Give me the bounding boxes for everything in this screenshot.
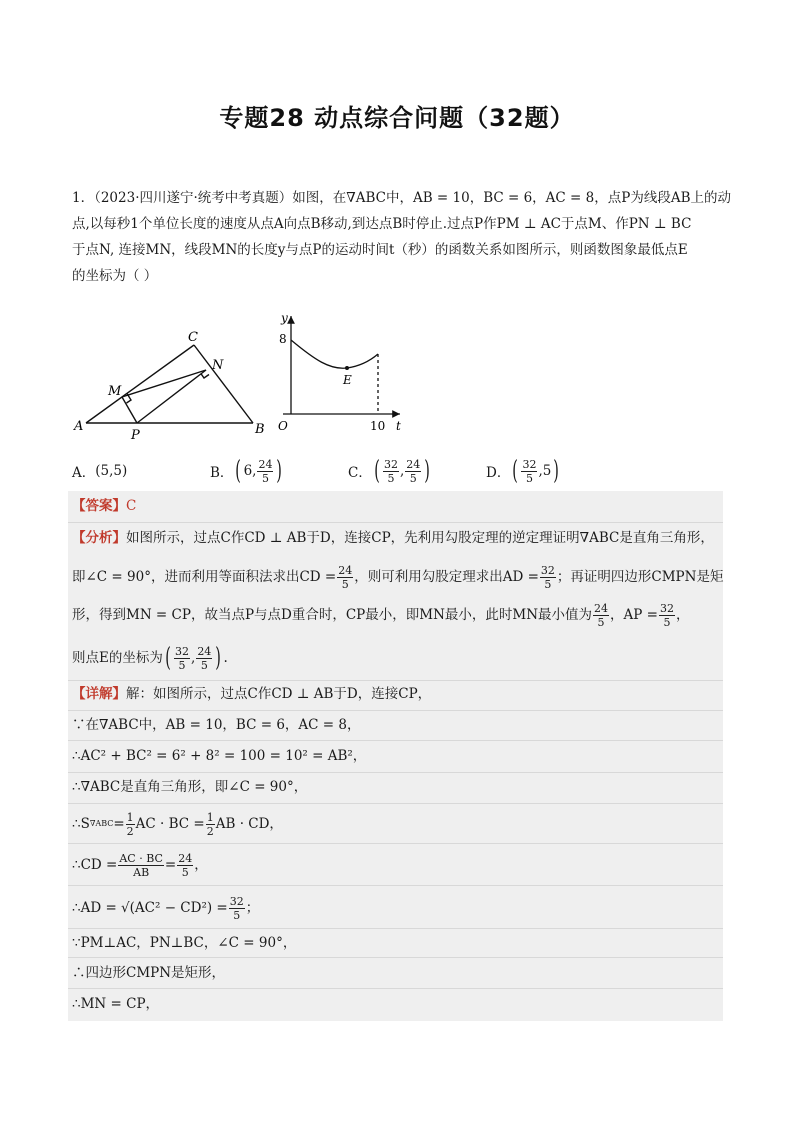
detail-line: ∴AC² + BC² = 6² + 8² = 100 = 10² = AB²， — [72, 748, 367, 764]
analysis-line: 则点E的坐标为 ( $\frac{32}{5}$ , $\frac{24}{5}$ ) . — [72, 643, 228, 673]
detail-line: ∴MN = CP， — [72, 996, 160, 1012]
fraction: $\frac{32}{5}$ — [540, 563, 555, 591]
origin-label: O — [278, 419, 288, 433]
page-title: 专题28 动点综合问题（32题） — [219, 104, 575, 132]
choice-letter: B． — [210, 465, 234, 481]
fraction: $\frac{24}{5}$ — [258, 457, 273, 485]
function-graph — [275, 308, 410, 438]
fraction: $\frac{24}{5}$ — [197, 644, 212, 672]
question-line: 的坐标为（ ） — [72, 268, 158, 284]
detail-line: ∴S ∇ABC = $\frac{1}{2}$ AC · BC = $\frac{1}{2}$ AB · CD， — [72, 810, 283, 838]
y-axis-label: y — [281, 311, 288, 325]
choice-c[interactable]: C． ( $\frac{32}{5}$ , $\frac{24}{5}$ ) — [348, 456, 431, 486]
fraction: $\frac{1}{2}$ — [126, 810, 134, 838]
label-a: A — [74, 419, 84, 434]
x-axis-label: t — [396, 419, 401, 433]
fraction: $\frac{1}{2}$ — [206, 810, 214, 838]
fraction: $\frac{24}{5}$ — [178, 851, 193, 879]
detail-line: 【详解】 解：如图所示，过点C作CD ⊥ AB于D，连接CP， — [72, 686, 432, 702]
y-tick-label: 8 — [279, 332, 287, 346]
fraction: $\frac{32}{5}$ — [522, 457, 537, 485]
question-line: 于点N, 连接MN，线段MN的长度y与点P的运动时间t（秒）的函数关系如图所示，则函数图象最低点E — [72, 242, 688, 258]
analysis-line: 形，得到MN = CP，故当点P与点D重合时，CP最小，即MN最小，此时MN最小值为 $\frac{24}{5}$ ，AP = $\frac{32}{5}$ ， — [72, 601, 690, 629]
label-m: M — [108, 384, 122, 399]
answer-tag: 【答案】 — [72, 498, 126, 514]
detail-line: ∴四边形CMPN是矩形， — [72, 965, 226, 981]
fraction: $\frac{24}{5}$ — [594, 601, 609, 629]
label-b: B — [255, 422, 265, 437]
fraction: $\frac{24}{5}$ — [338, 563, 353, 591]
fraction: $\frac{AC \cdot BC}{AB}$ — [119, 851, 163, 879]
choice-letter: A． — [72, 465, 96, 481]
point-e-label: E — [343, 373, 352, 387]
question-line: 1．（2023·四川遂宁·统考中考真题）如图，在∇ABC中，AB = 10，BC = 6，AC = 8，点P为线段AB上的动 — [72, 190, 731, 206]
choice-text: (5,5) — [95, 463, 128, 479]
detail-line: ∴∇ABC是直角三角形，即∠C = 90°， — [72, 779, 308, 795]
detail-line: ∴AD = √(AC² − CD²) = $\frac{32}{5}$ ； — [72, 894, 260, 922]
detail-line: ∵在∇ABC中，AB = 10，BC = 6，AC = 8， — [72, 717, 361, 733]
label-p: P — [131, 428, 140, 440]
choice-d[interactable]: D． ( $\frac{32}{5}$ ,5 ) — [486, 456, 560, 486]
detail-line: ∴CD = $\frac{AC \cdot BC}{AB}$ = $\frac{24}{5}$ ， — [72, 851, 208, 879]
detail-line: ∵PM⊥AC，PN⊥BC，∠C = 90°， — [72, 935, 297, 951]
answer-value: C — [126, 498, 137, 514]
analysis-line: 即∠C = 90°，进而利用等面积法求出CD = $\frac{24}{5}$ ，则可利用勾股定理求出AD = $\frac{32}{5}$ ；再证明四边形CMPN是矩 — [72, 563, 724, 591]
detail-tag: 【详解】 — [72, 686, 126, 702]
fraction: $\frac{32}{5}$ — [229, 894, 244, 922]
question-line: 点,以每秒1个单位长度的速度从点A向点B移动,到达点B时停止.过点P作PM ⊥ AC于点M、作PN ⊥ BC — [72, 216, 692, 232]
fraction: $\frac{32}{5}$ — [384, 457, 398, 485]
x-tick-label: 10 — [370, 419, 386, 433]
question-text — [72, 185, 731, 289]
answer-line — [72, 496, 722, 516]
fraction: $\frac{24}{5}$ — [406, 457, 421, 485]
choice-b[interactable]: B． ( 6, $\frac{24}{5}$ ) — [210, 456, 283, 486]
fraction: $\frac{32}{5}$ — [659, 601, 674, 629]
analysis-tag: 【分析】 — [72, 530, 126, 546]
label-n: N — [212, 358, 224, 373]
answer-choices — [72, 452, 724, 490]
label-c: C — [188, 330, 198, 345]
choice-letter: D． — [486, 465, 511, 481]
choice-letter: C． — [348, 465, 372, 481]
choice-text: ,5 — [538, 463, 552, 479]
triangle-figure — [70, 325, 270, 440]
fraction: $\frac{32}{5}$ — [175, 644, 190, 672]
choice-text: 6, — [243, 463, 257, 479]
choice-a[interactable] — [72, 452, 127, 490]
analysis-line: 【分析】 如图所示，过点C作CD ⊥ AB于D，连接CP，先利用勾股定理的逆定理证明∇ABC是直角三角形， — [72, 530, 714, 546]
